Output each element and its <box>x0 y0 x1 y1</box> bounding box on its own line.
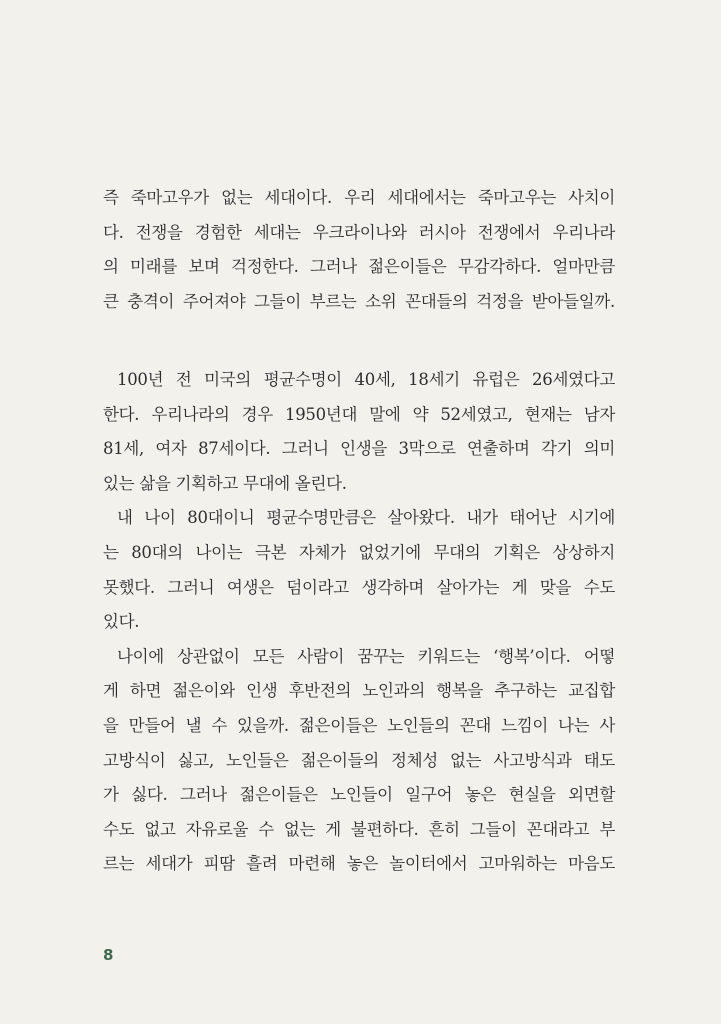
text-line: 못했다. 그러니 여생은 덤이라고 생각하며 살아가는 게 맞을 수도 <box>103 577 615 597</box>
text-line: 가 싫다. 그러나 젊은이들은 노인들이 일구어 놓은 현실을 외면할 <box>103 785 615 805</box>
text-line: 큰 충격이 주어져야 그들이 부르는 소위 꼰대들의 걱정을 받아들일까. <box>103 291 615 311</box>
text-line: 는 80대의 나이는 극본 자체가 없었기에 무대의 기획은 상상하지 <box>103 542 615 562</box>
text-line: 있는 삶을 기획하고 무대에 올린다. <box>103 473 347 493</box>
text-line: 나이에 상관없이 모든 사람이 꿈꾸는 키워드는 ‘행복’이다. 어떻 <box>117 646 615 666</box>
text-line: 즉 죽마고우가 없는 세대이다. 우리 세대에서는 죽마고우는 사치이 <box>103 188 615 207</box>
text-line: 81세, 여자 87세이다. 그러니 인생을 3막으로 연출하며 각기 의미 <box>103 439 615 459</box>
text-line: 다. 전쟁을 경험한 세대는 우크라이나와 러시아 전쟁에서 우리나라 <box>103 222 615 242</box>
paragraph-block-1 <box>103 181 615 319</box>
text-line: 있다. <box>103 612 140 632</box>
text-line: 의 미래를 보며 걱정한다. 그러나 젊은이들은 무감각하다. 얼마만큼 <box>103 257 615 277</box>
text-line: 100년 전 미국의 평균수명이 40세, 18세기 유럽은 26세였다고 <box>117 370 615 389</box>
text-line: 을 만들어 낼 수 있을까. 젊은이들은 노인들의 꼰대 느낌이 나는 사 <box>103 715 615 735</box>
text-line: 한다. 우리나라의 경우 1950년대 말에 약 52세였고, 현재는 남자 <box>103 404 615 424</box>
text-line: 내 나이 80대이니 평균수명만큼은 살아왔다. 내가 태어난 시기에 <box>117 508 615 528</box>
text-line: 르는 세대가 피땀 흘려 마련해 놓은 놀이터에서 고마워하는 마음도 <box>103 854 615 874</box>
text-line: 게 하면 젊은이와 인생 후반전의 노인과의 행복을 추구하는 교집합 <box>103 681 615 701</box>
text-line: 고방식이 싫고, 노인들은 젊은이들의 정체성 없는 사고방식과 태도 <box>103 750 615 770</box>
page-number: 8 <box>103 946 114 964</box>
text-line: 수도 없고 자유로울 수 없는 게 불편하다. 흔히 그들이 꼰대라고 부 <box>103 819 615 839</box>
paragraph-block-2 <box>103 363 615 882</box>
